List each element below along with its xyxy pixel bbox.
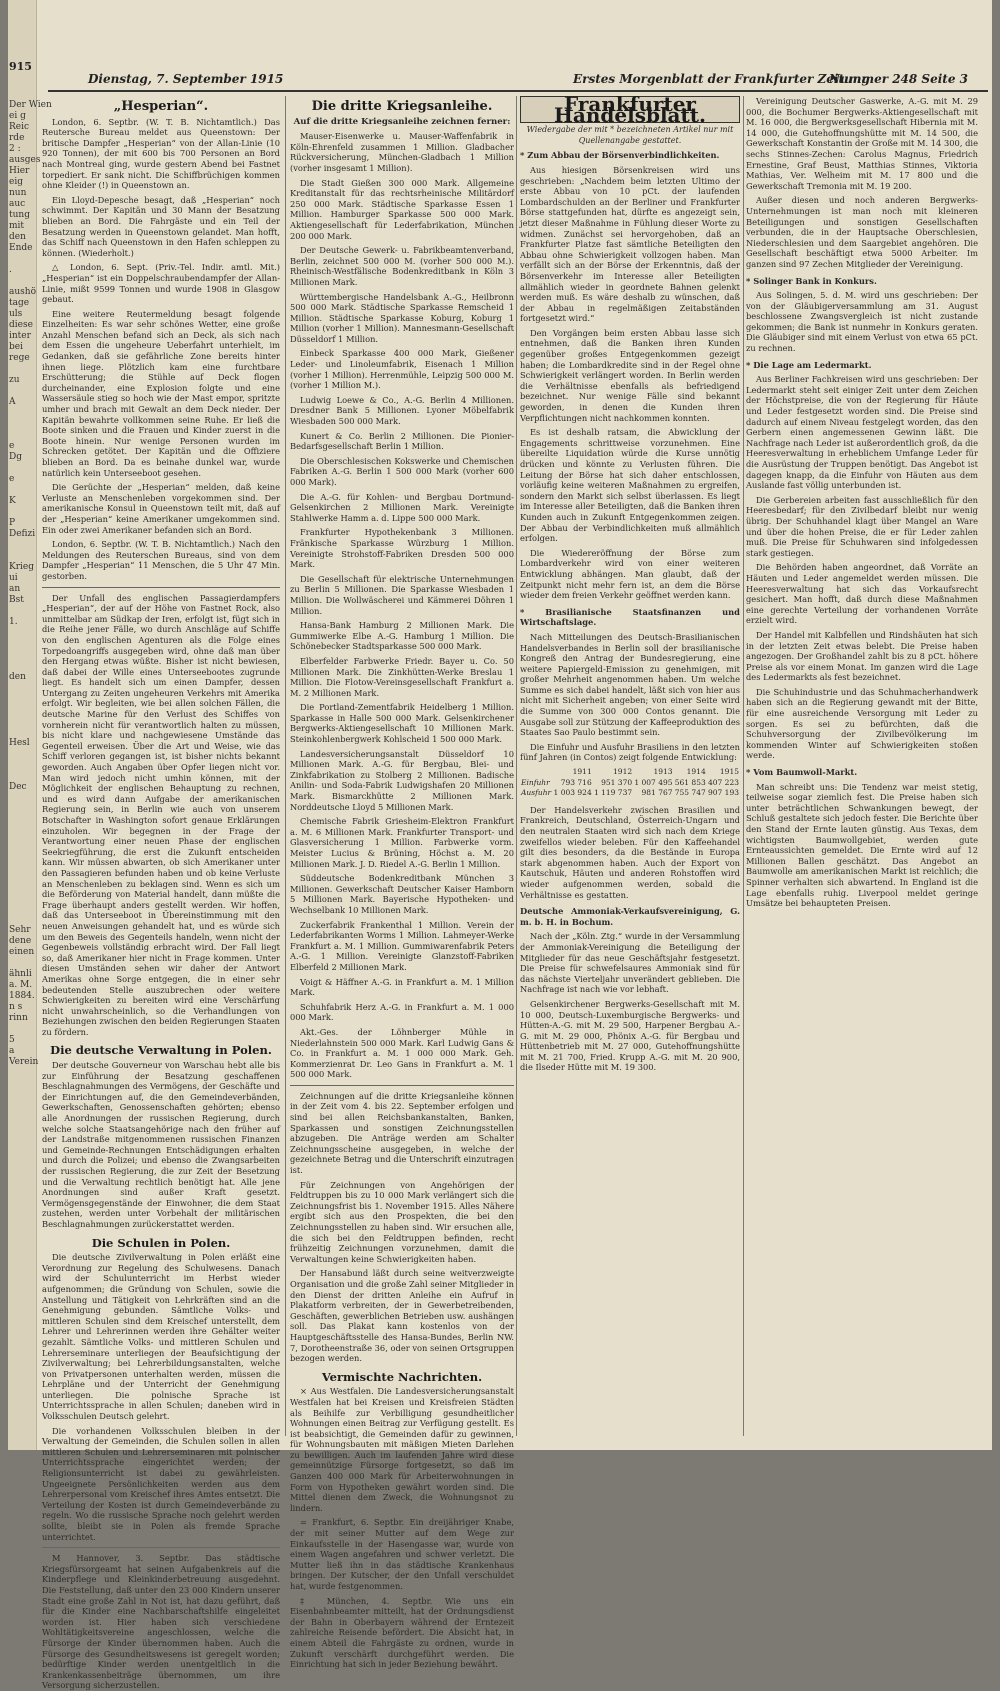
article-headline: Die deutsche Verwaltung in Polen. [50,1043,272,1058]
column-3 [520,92,741,1441]
newspaper-page [8,0,992,1691]
article-paragraph: Man schreibt uns: Die Tendenz war meist stetig, teilweise sogar ziemlich fest. Die Preise haben sich unter beträchtlichen Schwankungen bewegt, der Schluß gestaltete sich jedoch fester. Die Berichte über den Stand der Ernte lauten günstig. Aus Texas, dem wichtigsten Baumwollgebiet, werden gute Ernteaussichten gemeldet. Die Ernte wird auf 12 Millionen Ballen geschätzt. Das Angebot an Baumwolle am amerikanischen Markt ist reichlich; die Spinner verhalten sich abwartend. In England ist die Lage ebenfalls ruhig. Liverpool meldet geringe Umsätze bei behaupteten Preisen. [746,781,978,909]
article-paragraph: M Hannover, 3. Septbr. Das städtische Kriegsfürsorgeamt hat seinen Aufgabenkreis auf die Kinderpflege und Kleinkinderbetreuung ausgedehnt. Die Feststellung, daß unter den 23 000 Kindern unserer Stadt eine große Zahl in Not ist, hat dazu geführt, daß für die Kinder eine Nachbarschaftshilfe eingeleitet worden ist. Hier haben sich verschiedene Wohltätigkeitsvereine angeschlossen, welche die Fürsorge der Kinder übernommen haben. Auch die Fürsorge des Gesundheitswesens ist geregelt worden; bedürftige Kinder werden unentgeltlich in die Krankenkassenbeiträge übernommen, um ihre Versorgung sicherzustellen. [42,1553,280,1691]
gutter-line: bei [9,342,23,352]
gutter-line: Verein [9,1057,39,1067]
masthead-note: Wiedergabe der mit * bezeichneten Artikel nur mit Quellenangabe gestattet. [526,125,734,145]
table-cell: 981 767 [641,788,673,798]
gutter-line: A [9,397,16,407]
column-rule [516,96,517,1436]
article-paragraph: Der Handelsverkehr zwischen Brasilien und Frankreich, Deutschland, Österreich-Ungarn und den neutralen Staaten wird sich nach dem Kriege zweifellos wieder beleben. Für den Kaffeehandel gilt dies besonders, da die Bestände in Europa stark abgenommen haben. Auch der Export von Kautschuk, Häuten und anderen Rohstoffen wird wieder aufgenommen werden, sobald die Verhältnisse es gestatten. [520,804,740,900]
gutter-line: Reic [9,122,30,132]
article-paragraph: Eine weitere Reutermeldung besagt folgende Einzelheiten: Es war sehr schönes Wetter, eine große Anzahl Menschen befand sich an Deck, als sich nach dem Essen die ungeheure Ueberfahrt unterhielt, im Gedanken, daß sie gefährliche Zone bereits hinter ihnen liege. Plötzlich kam eine furchtbare Erschütterung; die Stühle auf Deck flogen durcheinander, eine Explosion folgte und eine Wassersäule stieg so hoch wie der Mast empor, spritzte umher und brach mit Gewalt an dem Deck nieder. Der Kapitän bewahrte vollkommen seine Ruhe. Er ließ die Boote sinken und die Frauen und Kinder zuerst in die Boote hinein. Nur wenige Personen wurden im Schrecken getötet. Der Kapitän und die Offiziere blieben an Bord. Da es beinahe dunkel war, wurde natürlich kein Unterseeboot gesehen. [42,308,280,478]
gutter-line: . [9,265,12,275]
table-row [520,788,740,799]
article-paragraph: Den Vorgängen beim ersten Abbau lasse sich entnehmen, daß die Banken ihren Kunden gegenüber großes Entgegenkommen gezeigt haben; die Lombardkredite sind in der Regel ohne Schwierigkeit verlängert worden. In Berlin werden die Verhältnisse ebenfalls als befriedigend bezeichnet. Nur wenige Fälle sind bekannt geworden, in denen die Kunden ihren Verpflichtungen nicht nachkommen konnten. [520,327,740,423]
article-paragraph: Der Handel mit Kalbfellen und Rindshäuten hat sich in der letzten Zeit etwas belebt. Die Preise haben angezogen. Der Großhandel zahlt bis zu 8 pCt. höhere Preise als vor einem Monat. Im ganzen wird die Lage des Ledermarkts als fest bezeichnet. [746,629,978,683]
article-paragraph: Es ist deshalb ratsam, die Abwicklung der Engagements schrittweise vorzunehmen. Eine übereilte Liquidation würde die Kurse unnötig drücken und könnte zu Verlusten führen. Die Leitung der Börse hat sich daher entschlossen, vorläufig keine weiteren Maßnahmen zu ergreifen, sondern den Markt sich selbst überlassen. Es liegt im Interesse aller Beteiligten, daß die Banken ihren Kunden auch in Zukunft Entgegenkommen zeigen. Der Abbau der Verbindlichkeiten muß allmählich erfolgen. [520,427,740,544]
article-paragraph: Ein Lloyd-Depesche besagt, daß „Hesperian“ noch schwimmt. Der Kapitän und 30 Mann der Besatzung blieben an Bord. Die Fahrgäste und ein Teil der Besatzung werden in Queenstown gelandet. Man hofft, das Schiff nach Queenstown in den Hafen schleppen zu können. (Wiederholt.) [42,194,280,258]
subscription-entry: Chemische Fabrik Griesheim-Elektron Frankfurt a. M. 6 Millionen Mark. Frankfurter Transport- und Glasversicherung 1 Million. Farbwerke vorm. Meister Lucius & Brüning, Höchst a. M. 20 Millionen Mark. J. D. Riedel A.-G. Berlin 1 Million. [290,816,514,869]
article-headline: * Die Lage am Ledermarkt. [746,359,872,370]
table-year: 1911 [572,767,592,777]
subscription-entry: Frankfurter Hypothekenbank 3 Millionen. Fränkische Sparkasse Würzburg 1 Million. Vereinigte Strohstoff-Fabriken Dresden 500 000 Mark. [290,527,514,570]
article-paragraph: Die Gerbereien arbeiten fast ausschließlich für den Heeresbedarf; für den Zivilbedarf bleibt nur wenig übrig. Der Schuhhandel klagt über Mangel an Ware und über die hohen Preise, die er für Leder zahlen muß. Die Preise für Schuhwaren sind infolgedessen stark gestiegen. [746,494,978,558]
gutter-page-number: 915 [9,60,32,73]
subscription-entry: Kunert & Co. Berlin 2 Millionen. Die Pionier-Bedarfsgesellschaft Berlin 1 Million. [290,430,514,452]
gutter-line: nun [9,188,27,198]
gutter-line: zu [9,375,20,385]
gutter-line: Dg [9,452,22,462]
article-paragraph: △ London, 6. Sept. (Priv.-Tel. Indir. amtl. Mit.) „Hesperian“ ist ein Doppelschraubendampfer der Allan-Linie, mißt 9599 Tonnen und wurde 1908 in Glasgow gebaut. [42,262,280,305]
table-row-label: Ausfuhr [521,788,552,798]
column-1 [42,96,280,1691]
article-headline: * Zum Abbau der Börsenverbindlichkeiten. [520,150,720,161]
article-paragraph: Zeichnungen auf die dritte Kriegsanleihe können in der Zeit vom 4. bis 22. September erfolgen und sind bei allen Reichsbankanstalten, Banken, Sparkassen und sonstigen Zeichnungsstellen abzugeben. Die Anträge werden am Schalter Zeichnungsscheine ausgegeben, in welche der gezeichnete Betrag und die Unterschrift einzutragen ist. [290,1090,514,1176]
table-year: 1915 [719,767,739,777]
section-divider [290,1085,514,1086]
subscription-entry: Zuckerfabrik Frankenthal 1 Million. Verein der Lederfabrikanten Worms 1 Million. Lahmeyer-Werke Frankfurt a. M. 1 Million. Gummiwarenfabrik Peters A.-G. 1 Million. Vereinigte Glanzstoff-Fabriken Elberfeld 2 Millionen Mark. [290,919,514,972]
article-paragraph: Aus hiesigen Börsenkreisen wird uns geschrieben: „Nachdem beim letzten Ultimo der erste Abbau von 10 pCt. der laufenden Lombardschulden an der Berliner und Frankfurter Börse stattgefunden hat, dürfte es angezeigt sein, jetzt dieser Maßnahme in Fühlung dieser Worte zu widmen. Zunächst sei hervorgehoben, daß an Frankfurter Platze fast sämtliche Beteiligten den Abbau ohne Schwierigkeit vollzogen haben. Man verfällt sich an der Börse der Erkenntnis, daß der Börsenverkehr im Interesse aller Beteiligten allmählich wieder in geordnete Bahnen gelenkt werden muß. Es wäre deshalb zu wünschen, daß der Abbau in regelmäßigen Zeitabständen fortgesetzt wird.“ [520,164,740,324]
gutter-line: Dec [9,782,27,792]
table-cell: 907 193 [707,788,739,798]
gutter-line: rde [9,133,25,143]
subscription-entry: Die Oberschlesischen Kokswerke und Chemischen Fabriken A.-G. Berlin 1 500 000 Mark (vorher 600 000 Mark). [290,455,514,487]
header-title: Erstes Morgenblatt der Frankfurter Zeitung [573,72,870,86]
header-page-number: Nummer 248 Seite 3 [828,72,968,86]
gutter-line: mit [9,221,25,231]
article-headline: * Solinger Bank in Konkurs. [746,275,877,286]
column-2 [290,96,514,1670]
gutter-line: dene [9,936,32,946]
article-paragraph: Die Behörden haben angeordnet, daß Vorräte an Häuten und Leder angemeldet werden müssen. Die Heeresverwaltung hat sich das Vorkaufsrecht gesichert. Man hofft, daß durch diese Maßnahmen eine gerechte Verteilung der vorhandenen Vorräte erzielt wird. [746,562,978,626]
column-rule [285,96,286,1436]
gutter-line: rinn [9,1013,28,1023]
article-headline: * Brasilianische Staatsfinanzen und Wirtschaftslage. [520,606,740,628]
subscription-entry: Akt.-Ges. der Löhnberger Mühle in Niederlahnstein 500 000 Mark. Karl Ludwig Gans & Co. in Frankfurt a. M. 1 000 000 Mark. Geh. Kommerzienrat Dr. Leo Gans in Frankfurt a. M. 1 500 000 Mark. [290,1026,514,1080]
gutter-line: Krieg [9,562,34,572]
subscription-entry: Württembergische Handelsbank A.-G., Heilbronn 500 000 Mark. Städtische Sparkasse Remscheid 1 Million. Städtische Sparkasse Koburg, Koburg 1 Million (vorher 1 Million). Mannesmann-Gesellschaft Düsseldorf 1 Million. [290,291,514,344]
subscription-entry: Der Deutsche Gewerk- u. Fabrikbeamtenverband, Berlin, zeichnet 500 000 M. (vorher 500 000 M.). Rheinisch-Westfälische Bodenkreditbank in Köln 3 Millionen Mark. [290,245,514,287]
article-lead: Auf die dritte Kriegsanleihe zeichnen ferner: [293,116,511,127]
subscription-entry: Die A.-G. für Kohlen- und Bergbau Dortmund-Gelsenkirchen 2 Millionen Mark. Vereinigte Stahlwerke Hamm a. d. Lippe 500 000 Mark. [290,491,514,523]
article-paragraph: Außer diesen und noch anderen Bergwerks-Unternehmungen ist man noch mit kleineren Beteiligungen und sonstigen Gesellschaften verbunden, die in der Hauptsache Oberschlesien, Niederschlesien und dem Saargebiet angehören. Die Gesellschaft beschäftigt etwa 5000 Arbeiter. Im ganzen sind 97 Zechen Mitglieder der Vereinigung. [746,195,978,269]
gutter-line: e [9,474,15,484]
gutter-line: Sehr [9,925,31,935]
table-cell: 793 716 [560,777,592,787]
gutter-line: ei g [9,111,26,121]
subscription-entry: Süddeutsche Bodenkreditbank München 3 Millionen. Gewerkschaft Deutscher Kaiser Hamborn 5 Millionen Mark. Bayerische Hypotheken- und Wechselbank 10 Millionen Mark. [290,873,514,915]
article-paragraph: Die Gerüchte der „Hesperian“ melden, daß keine Verluste an Menschenleben vorgekommen sind. Der amerikanische Konsul in Queenstown teilt mit, daß auf der „Hesperian“ keine Amerikaner umgekommen sind. Ein oder zwei Amerikaner befanden sich an Bord. [42,482,280,535]
gutter-line: uls [9,309,23,319]
article-paragraph: Die Schuhindustrie und das Schuhmacherhandwerk haben sich an die Regierung gewandt mit der Bitte, für eine ausreichende Versorgung mit Leder zu sorgen. Es sei zu befürchten, daß die Schuhversorgung der Zivilbevölkerung im kommenden Winter auf Schwierigkeiten stoßen werde. [746,686,978,761]
gutter-line: ähnli [9,969,32,979]
masthead-title: Frankfurter Handelsblatt. [554,92,706,127]
article-headline: Deutsche Ammoniak-Verkaufsvereinigung, G. m. b. H. in Bochum. [520,906,740,927]
section-divider [42,587,280,588]
subscription-entry: Elberfelder Farbwerke Friedr. Bayer u. Co. 50 Millionen Mark. Die Zinkhütten-Werke Breslau 1 Million. Die Flotow-Vereinsgesellschaft Frankfurt a. M. 2 Millionen Mark. [290,655,514,698]
gutter-line: tung [9,210,30,220]
gutter-line: rege [9,353,30,363]
gutter-line: 1884. [9,991,35,1001]
gutter-line: eig [9,177,23,187]
article-paragraph: × Aus Westfalen. Die Landesversicherungsanstalt Westfalen hat bei Kreisen und Kreisfreien Städten als Beihilfe zur Verbilligung gesundheitlicher Wohnungen einen Beitrag zur Verfügung gestellt. Es ist beabsichtigt, die Gemeinden dafür zu gewinnen, für Wohnungsbauten mit mäßigen Mieten Darlehen zu bewilligen. Auch im laufenden Jahre wird diese gemeinnützige Fürsorge fortgesetzt, so daß im Ganzen 400 000 Mark für Arbeiterwohnungen in Form von Hypotheken gewährt worden sind. Die Mittel dienen dem Zweck, die Wohnungsnot zu lindern. [290,1386,514,1513]
article-headline: Vermischte Nachrichten. [321,1369,483,1384]
column-4 [746,96,978,1441]
article-paragraph: Die vorhandenen Volksschulen bleiben in der Verwaltung der Gemeinden, die Schulen sollen in allen mittleren Schulen und Lehrerseminaren mit polnischer Unterrichtssprache eingerichtet werden; der Religionsunterricht ist dabei zu gewährleisten. Ungeeignete Persönlichkeiten werden aus dem Lehrerpersonal vom Kreischef ihres Amtes entsetzt. Die Verteilung der Kosten ist durch Gemeindeverbände zu regeln. Wo die russische Sprache noch gelehrt werden sollte, bleibt sie in Polen als fremde Sprache unterrichtet. [42,1425,280,1542]
gutter-line: den [9,672,26,682]
subscription-entry: Die Portland-Zementfabrik Heidelberg 1 Million. Sparkasse in Halle 500 000 Mark. Gelsenkirchener Bergwerks-Aktiengesellschaft 10 Millionen Mark. Steinkohlenbergwerk Kohlscheid 1 500 000 Mark. [290,702,514,745]
subscription-entry: Hansa-Bank Hamburg 2 Millionen Mark. Die Gummiwerke Elbe A.-G. Hamburg 1 Million. Die Schönebecker Stadtsparkasse 500 000 Mark. [290,620,514,652]
article-paragraph: Für Zeichnungen von Angehörigen der Feldtruppen bis zu 10 000 Mark verlängert sich die Zeichnungsfrist bis 1. November 1915. Alles Nähere ergibt sich aus den Prospekten, die bei den Zeichnungsstellen zu haben sind. Wir ersuchen alle, die sich bei den Feldtruppen befinden, recht frühzeitig Zeichnungen vorzunehmen, damit die Verwaltungen keine Schwierigkeiten haben. [290,1179,514,1264]
article-paragraph: Die Einfuhr und Ausfuhr Brasiliens in den letzten fünf Jahren (in Contos) zeigt folgende Entwicklung: [520,741,740,763]
article-paragraph: Vereinigung Deutscher Gaswerke, A.-G. mit M. 29 000, die Bochumer Bergwerks-Aktiengesellschaft mit M. 16 000, die Bergwerksgesellschaft Hibernia mit M. 14 000, die Gutehoffnungshütte mit M. 14 500, die Gewerkschaft Konstantin der Große mit M. 14 300, die sechs Stinnes-Zechen: Carolus Magnus, Friedrich Ernestine, Graf Beust, Matthias Stinnes, Viktoria Mathias, Ver. Welheim mit M. 17 800 und die Gewerkschaft Tremonia mit M. 19 200. [746,96,978,191]
article-paragraph: London, 6. Septbr. (W. T. B. Nichtamtlich.) Das Reutersche Bureau meldet aus Queenstown: Der britische Dampfer „Hesperian“ von der Allan-Linie (10 920 Tonnen), der mit 600 bis 700 Personen an Bord nach Montreal ging, wurde gestern Abend bei Fastnet torpediert. Er sank nicht. Die Schiffbrüchigen kommen ohne Kleider (!) in Queenstown an. [42,116,280,191]
article-paragraph: Nach der „Köln. Ztg.“ wurde in der Versammlung der Ammoniak-Vereinigung die Beteiligung der Mitglieder für das neue Geschäftsjahr festgesetzt. Die Preise für schwefelsaures Ammoniak sind für das nächste Vierteljahr unverändert geblieben. Die Nachfrage ist nach wie vor lebhaft. [520,931,740,995]
table-cell: 951 370 [601,777,633,787]
article-paragraph: Nach Mitteilungen des Deutsch-Brasilianischen Handelsverbandes in Berlin soll der brasilianische Kongreß den Antrag der Bundesregierung, eine weitere Papiergeld-Emission zu genehmigen, mit großer Mehrheit angenommen haben. Um welche Summe es sich dabei handelt, läßt sich von hier aus nicht mit Sicherheit angeben; von einer Seite wird die Summe von 300 000 Contos genannt. Die Ausgabe soll zur Stützung der Kaffeeproduktion des Staates Sao Paulo bestimmt sein. [520,631,741,738]
article-paragraph: Aus Berliner Fachkreisen wird uns geschrieben: Der Ledermarkt steht seit einiger Zeit unter dem Zeichen der Höchstpreise, die von der Regierung für Häute und Leder festgesetzt worden sind. Die Preise sind dadurch auf einem Niveau festgelegt worden, das den Gerbern einen angemessenen Gewinn läßt. Die Nachfrage nach Leder ist außerordentlich groß, da die Heeresverwaltung in erheblichem Umfange Leder für die Ausrüstung der Truppen benötigt. Das Angebot ist dagegen knapp, da die Einfuhr von Häuten aus dem Auslande fast völlig unterbunden ist. [746,374,978,491]
subscription-entry: Landesversicherungsanstalt Düsseldorf 10 Millionen Mark. A.-G. für Bergbau, Blei- und Zinkfabrikation zu Stolberg 2 Millionen. Badische Anilin- und Soda-Fabrik Ludwigshafen 20 Millionen Mark. Bismarckhütte 2 Millionen Mark. Norddeutsche Lloyd 5 Millionen Mark. [290,748,514,812]
gutter-line: Der Wien [9,100,52,110]
subscription-entry: Die Stadt Gießen 300 000 Mark. Allgemeine Kreditanstalt für das rechtsrheinische Militärdorf 250 000 Mark. Städtische Sparkasse Essen 1 Million. Hamburger Sparkasse 500 000 Mark. Aktiengesellschaft für Lederfabrikation, München 200 000 Mark. [290,177,514,241]
subscription-entry: Die Gesellschaft für elektrische Unternehmungen zu Berlin 5 Millionen. Die Sparkasse Wiesbaden 1 Million. Die Wollwäscherei und Kämmerei Döhren 1 Million. [290,573,514,616]
gutter-line: e [9,441,15,451]
article-subheadline: Die Schulen in Polen. [91,1235,231,1250]
table-year: 1912 [613,767,633,777]
gutter-line: tage [9,298,30,308]
article-paragraph: London, 6. Septbr. (W. T. B. Nichtamtlich.) Nach den Meldungen des Reuterschen Bureaus, sind von dem Dampfer „Hesperian“ 11 Menschen, die 5 Uhr 47 Min. gestorben. [42,539,280,581]
gutter-line: Bst [9,595,24,605]
table-cell: 1 007 495 [634,777,673,787]
gutter-line: ausges [9,155,41,165]
article-paragraph: ‡ München, 4. Septbr. Wie uns ein Eisenbahnbeamter mitteilt, hat der Ordnungsdienst der Bahn in Oberbayern während der Erntezeit zahlreiche Reisende befördert. Die Absicht hat, in einem Abteil die Fahrgäste zu ordnen, wurde in Zukunft verschärft durchgeführt werden. Die Einrichtung hat sich in jeder Beziehung bewährt. [290,1595,514,1670]
article-paragraph: = Frankfurt, 6. Septbr. Ein dreijähriger Knabe, der mit seiner Mutter auf dem Wege zur Einkaufsstelle in der Hasengasse war, wurde von einem Wagen angefahren und schwer verletzt. Die Mutter ließ ihn in das städtische Krankenhaus bringen. Der Kutscher, der den Unfall verschuldet hat, wurde festgenommen. [290,1517,514,1591]
gutter-line: einen [9,947,35,957]
subscription-entry: Voigt & Häffner A.-G. in Frankfurt a. M. 1 Million Mark. [290,976,514,998]
subscription-entry: Schuhfabrik Herz A.-G. in Frankfurt a. M. 1 000 000 Mark. [290,1001,514,1023]
subscription-entry: Einbeck Sparkasse 400 000 Mark, Gießener Leder- und Linoleumfabrik, Eisenach 1 Million (vorher 1 Million). Herrenmühle, Leipzig 500 000 M. (vorher 1 Million M.). [290,348,514,391]
table-year: 1914 [686,767,706,777]
header-date: Dienstag, 7. September 1915 [88,72,284,86]
gutter-line: a. M. [9,980,33,990]
section-masthead [520,92,740,127]
article-paragraph: Der deutsche Gouverneur von Warschau hebt alle bis zur Einführung der Besatzung geschaffenen Beschlagnahmungen des Vermögens, der Geschäfte und der Einrichtungen auf, die den Gemeindeverbänden, Gewerkschaften, Genossenschaften gehörten; ebenso alle Anordnungen der russischen Regierung, durch welche solche Staatsangehörige nach den früher auf der Landstraße mitgenommenen russischen Finanzen und Gemeinde-Rechnungen Entschädigungen erhalten und durch die Polizei; und ebenso die Zwangsarbeiten der russischen Regierung, die zur Zeit der Besetzung und die Verwaltung rechtlich benötigt hat. Alle jene Anordnungen sind außer Kraft gesetzt. Vermögensgegenstände der Einwohner, die dem Staat zustehen, werden unter Vorbehalt der militärischen Beschlagnahmungen zurückerstattet werden. [42,1060,280,1229]
table-row-label: Einfuhr [521,777,550,787]
gutter-line: Hesl [9,738,30,748]
gutter-line: ui [9,573,18,583]
article-paragraph: Die Wiedereröffnung der Börse zum Lombardverkehr wird von einer weiteren Entwicklung abhängen. Man glaubt, daß der Zeitpunkt nicht mehr fern ist, an dem die Börse wieder dem freien Verkehr geöffnet werden kann. [520,547,740,601]
gutter-line: Ende [9,243,33,253]
article-headline: * Vom Baumwoll-Markt. [746,767,858,778]
page-header [48,72,988,92]
section-divider [42,1547,280,1548]
gutter-line: diese [9,320,33,330]
article-headline: „Hesperian“. [113,99,209,114]
table-cell: 1 003 924 [553,788,592,798]
article-paragraph: Der Unfall des englischen Passagierdampfers „Hesperian“, der auf der Höhe von Fastnet Rock, also unmittelbar am Südkap der Iren, erfolgt ist, fügt sich in die Reihe jener Fälle, wo durch Anschläge auf Schiffe von den englischen Agenturen als die Folge eines Torpedoangriffs ausgegeben wird, ohne daß man über den Hergang etwas wüßte. Bisher ist nicht bewiesen, daß dabei der Wille eines Unterseebootes zugrunde liegt. Es handelt sich um einen Dampfer, dessen Untergang zu Zeiten ungeheuren Verkehrs mit Amerika erfolgt. Wir begleiten, wie bei allen solchen Fällen, die deutsche Marine für den Verlust des Schiffes von vornherein nicht für verantwortlich halten zu müssen, bis nicht klare und nachgewiesene Umstände das Gegenteil erweisen. Über die Art und Weise, wie das Schiff verloren gegangen ist, ist bisher nichts bekannt geworden. Auch Angaben über Opfer liegen nicht vor. Man wird jedoch nicht umhin können, mit der Möglichkeit der englischen Behauptung zu rechnen, und es wird dann Aufgabe der amerikanischen Regierung sein, in Berlin wie auch von unserem Botschafter in Washington sofort genaue Erklärungen einzuholen. Wir begegnen in der Frage der Verantwortung einer neuen Phase der englischen Seekriegführung, die erst die Zukunft entscheiden kann. Wir müssen abwarten, ob sich Amerikaner unter den Passagieren befunden haben und ob keine Verluste an Menschenleben zu beklagen sind. Wenn es sich um die Beförderung von Material handelt, dann müßte die Frage überhaupt anders gestellt werden. Wir hoffen, daß das Unterseeboot in Übereinstimmung mit den neuen Anweisungen gehandelt hat, und es würde sich um den Beweis des Gegenteils handeln, wenn nicht der Gegenbeweis vollständig erbracht wird. Der Fall liegt so, daß Amerikaner hier nicht in Frage kommen. Unter diesen Umständen sehen wir daher der Antwort Amerikas ohne Sorge entgegen, die in einer sehr bedeutenden Stelle auszubrechen oder weitere Schwierigkeiten zu bereiten wird eine Verschärfung nicht unwahrscheinlich, so die Verhandlungen von Beziehungen zwischen den beiden Regierungen Staaten zu fördern. [42,592,280,1037]
gutter-line: 1. [9,617,18,627]
gutter-line: Hier [9,166,30,176]
gutter-line: n s [9,1002,23,1012]
table-row [520,778,740,789]
gutter-line: Defizi [9,529,36,539]
article-paragraph: Aus Solingen, 5. d. M. wird uns geschrieben: Der von der Gläubigerversammlung am 31. August beschlossene Zwangsvergleich ist nicht zustande gekommen; die Bank ist nunmehr in Konkurs geraten. Die Gläubiger sind mit einem Verlust von etwa 65 pCt. zu rechnen. [746,290,978,354]
gutter-line: P [9,518,16,528]
gutter-line: aushö [9,287,36,297]
article-paragraph: Der Hansabund läßt durch seine weitverzweigte Organisation und die große Zahl seiner Mitglieder in den Dienst der dritten Anleihe ein Aufruf in Plakatform verbreiten, der in Gewerbetreibenden, Geschäften, gewerblichen Betrieben usw. aushängen soll. Das Plakat kann kostenlos von der Hauptgeschäftsstelle des Hansa-Bundes, Berlin NW. 7, Dorotheenstraße 36, oder von seinen Ortsgruppen bezogen werden. [290,1268,514,1364]
trade-table [520,767,740,799]
gutter-line: 5 [9,1035,15,1045]
column-rule [743,96,744,1436]
table-cell: 1 119 737 [593,788,633,798]
table-cell: 407 223 [707,777,739,787]
gutter-line: auc [9,199,26,209]
table-header-row [520,767,740,778]
table-year: 1913 [653,767,673,777]
gutter-line: an [9,584,21,594]
gutter-line: K [9,496,16,506]
subscription-entry: Ludwig Loewe & Co., A.-G. Berlin 4 Millionen. Dresdner Bank 5 Millionen. Lyoner Möbelfabrik Wiesbaden 500 000 Mark. [290,394,514,427]
left-page-gutter [8,0,52,1450]
article-paragraph: Die deutsche Zivilverwaltung in Polen erläßt eine Verordnung zur Regelung des Schulwesens. Danach wird der Schulunterricht im Herbst wieder aufgenommen; die Gründung von Schulen, sowie die Anstellung und Tätigkeit von Lehrkräften sind an die Genehmigung gebunden. Sämtliche Volks- und mittleren Schulen sind dem Kreischef unterstellt, dem Lehrer und Lehrerinnen werden ihre Gehälter weiter gezahlt. Sämtliche Volks- und mittleren Schulen und Lehrerseminare unterliegen der Beaufsichtigung der Zivilverwaltung; bei Lehrerbildungsanstalten, welche von Privatpersonen unterhalten werden, müssen die Lehrpläne und der Unterricht der Genehmigung unterliegen. Die polnische Sprache ist Unterrichtssprache in allen Schulen; daneben wird in Volksschulen Deutsch gelehrt. [42,1252,280,1422]
article-paragraph: Gelsenkirchener Bergwerks-Gesellschaft mit M. 10 000, Deutsch-Luxemburgische Bergwerks- und Hütten-A.-G. mit M. 29 500, Harpener Bergbau A.-G. mit M. 29 000, Phönix A.-G. für Bergbau und Hüttenbetrieb mit M. 27 000, Gutehoffnungshütte mit M. 21 700, Fried. Krupp A.-G. mit M. 20 900, die Ilseder Hütte mit M. 19 300. [520,998,740,1073]
table-cell: 561 853 [674,777,706,787]
subscription-entry: Mauser-Eisenwerke u. Mauser-Waffenfabrik in Köln-Ehrenfeld zusammen 1 Million. Gladbacher Rückversicherung, München-Gladbach 1 Million (vorher insgesamt 1 Million). [290,131,514,173]
gutter-line: den [9,232,26,242]
article-headline: Die dritte Kriegsanleihe. [311,99,493,114]
gutter-line: a [9,1046,15,1056]
gutter-line: 2 : [9,144,21,154]
gutter-line: inter [9,331,31,341]
table-cell: 755 747 [674,788,706,798]
